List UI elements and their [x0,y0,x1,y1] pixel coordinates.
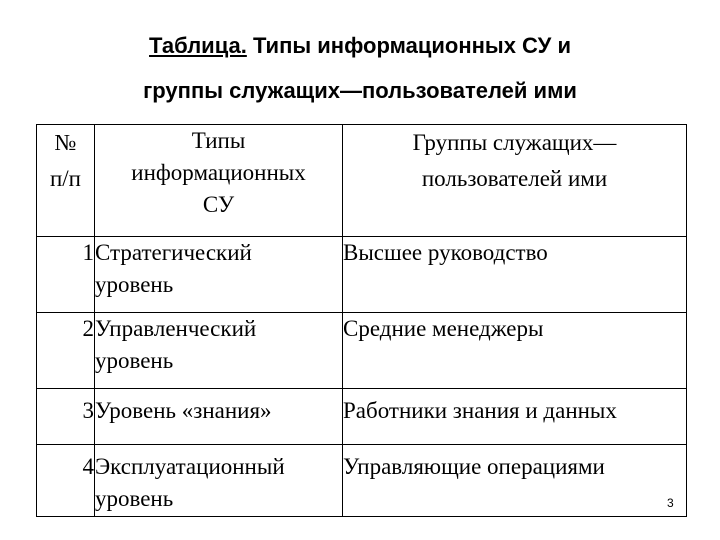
row-type-line2: уровень [95,348,174,373]
row-type-line1: Уровень «знания» [95,398,272,423]
header-group-line1: Группы служащих— [412,130,617,155]
row-type-line2: уровень [95,272,174,297]
header-number-line1: № [54,130,77,155]
table-row [37,237,687,313]
header-number-line2: п/п [49,166,81,191]
table-header-row [37,125,687,237]
header-type-line1: Типы [191,128,246,153]
header-type-line2: информационных [131,160,306,185]
header-group-line2: пользователей ими [421,166,608,191]
row-type-line2: уровень [95,486,174,511]
table-row [37,389,687,445]
row-type-line1: Стратегический [95,240,252,265]
row-number: 4 [37,445,95,517]
table-caption-text: Типы информационных СУ и [246,33,571,58]
row-number: 2 [37,313,95,389]
table-caption-label: Таблица. [149,33,247,58]
header-number [37,125,95,237]
row-group: Работники знания и данных [343,389,687,445]
row-type-line1: Эксплуатационный [95,454,285,479]
row-type [95,389,343,445]
row-group: Средние менеджеры [343,313,687,389]
row-type [95,237,343,313]
row-type-line1: Управленческий [95,316,257,341]
table-row [37,445,687,517]
row-group: Высшее руководство [343,237,687,313]
table-caption-line2: группы служащих—пользователей ими [143,78,577,103]
header-group [343,125,687,237]
row-number: 1 [37,237,95,313]
page-number: 3 [667,496,674,510]
row-type [95,445,343,517]
info-systems-table [36,124,687,517]
header-type [95,125,343,237]
row-type [95,313,343,389]
row-group: Управляющие операциями [343,445,687,517]
header-type-line3: СУ [202,192,235,217]
row-number: 3 [37,389,95,445]
table-row [37,313,687,389]
table-caption-line1 [0,33,720,59]
